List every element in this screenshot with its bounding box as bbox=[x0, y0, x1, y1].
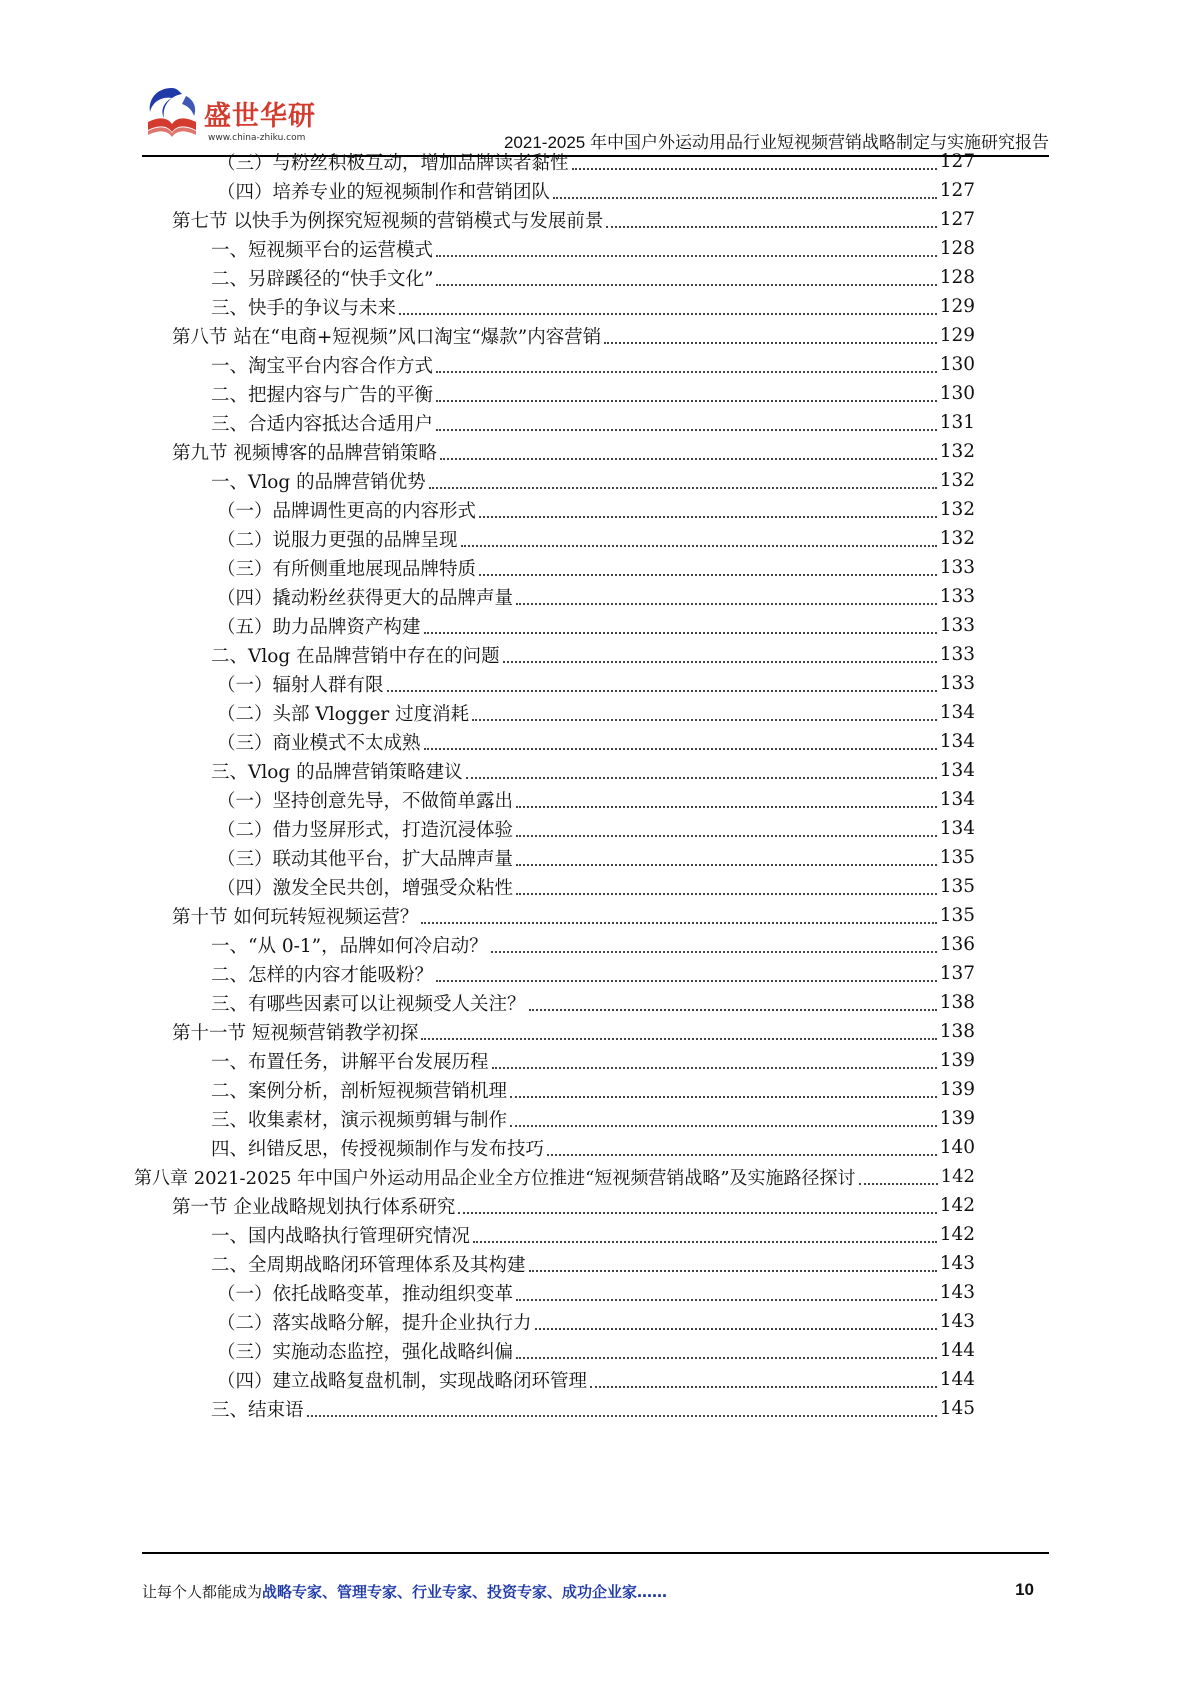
toc-entry-title: 二、把握内容与广告的平衡 bbox=[211, 384, 434, 406]
toc-entry[interactable] bbox=[211, 958, 975, 989]
toc-dot-leader bbox=[429, 486, 937, 489]
toc-page-number: 132 bbox=[939, 499, 975, 520]
toc-entry[interactable] bbox=[217, 784, 975, 815]
toc-entry[interactable] bbox=[211, 1248, 975, 1279]
toc-entry[interactable] bbox=[211, 929, 975, 960]
toc-page-number: 136 bbox=[939, 934, 975, 955]
toc-entry[interactable] bbox=[172, 900, 975, 931]
toc-entry[interactable] bbox=[217, 581, 975, 612]
toc-dot-leader bbox=[553, 196, 937, 199]
toc-dot-leader bbox=[436, 283, 936, 286]
toc-page-number: 133 bbox=[939, 586, 975, 607]
toc-page-number: 132 bbox=[939, 470, 975, 491]
toc-dot-leader bbox=[535, 1327, 937, 1330]
toc-entry-title: 三、结束语 bbox=[211, 1399, 304, 1421]
toc-entry[interactable] bbox=[211, 639, 975, 670]
toc-entry-title: （三）商业模式不太成熟 bbox=[217, 732, 421, 754]
toc-entry[interactable] bbox=[217, 146, 975, 177]
company-logo bbox=[142, 82, 322, 152]
toc-dot-leader bbox=[473, 1240, 937, 1243]
toc-entry-title: （一）依托战略变革，推动组织变革 bbox=[217, 1283, 514, 1305]
toc-entry-title: 二、Vlog 在品牌营销中存在的问题 bbox=[211, 645, 500, 667]
toc-entry-title: 一、布置任务，讲解平台发展历程 bbox=[211, 1051, 489, 1073]
toc-entry[interactable] bbox=[211, 465, 975, 496]
toc-entry[interactable] bbox=[217, 726, 975, 757]
toc-page-number: 129 bbox=[939, 296, 975, 317]
toc-entry-title: 二、另辟蹊径的“快手文化” bbox=[211, 268, 434, 290]
toc-dot-leader bbox=[472, 718, 937, 721]
toc-entry[interactable] bbox=[172, 436, 975, 467]
logo-name: 盛世华研 bbox=[204, 101, 316, 132]
toc-entry-title: 一、Vlog 的品牌营销优势 bbox=[211, 471, 426, 493]
toc-dot-leader bbox=[436, 399, 937, 402]
toc-entry-title: 四、纠错反思，传授视频制作与发布技巧 bbox=[211, 1138, 545, 1160]
toc-entry-title: （四）激发全民共创，增强受众粘性 bbox=[217, 877, 514, 899]
toc-entry[interactable] bbox=[211, 233, 975, 264]
toc-entry[interactable] bbox=[211, 1393, 975, 1424]
logo-book-icon bbox=[142, 82, 202, 144]
toc-entry[interactable] bbox=[217, 871, 975, 902]
toc-entry-title: （一）坚持创意先导，不做简单露出 bbox=[217, 790, 514, 812]
toc-entry-title: 三、收集素材，演示视频剪辑与制作 bbox=[211, 1109, 508, 1131]
toc-entry-title: 一、短视频平台的运营模式 bbox=[211, 239, 434, 261]
toc-page-number: 134 bbox=[939, 731, 975, 752]
toc-page-number: 138 bbox=[939, 992, 975, 1013]
toc-page-number: 133 bbox=[939, 615, 975, 636]
toc-dot-leader bbox=[529, 1008, 937, 1011]
toc-page-number: 132 bbox=[939, 441, 975, 462]
toc-entry-title: 二、全周期战略闭环管理体系及其构建 bbox=[211, 1254, 526, 1276]
toc-page-number: 134 bbox=[939, 818, 975, 839]
toc-dot-leader bbox=[547, 1153, 937, 1156]
toc-entry-title: 三、Vlog 的品牌营销策略建议 bbox=[211, 761, 463, 783]
slogan-emphasis: 战略专家、管理专家、行业专家、投资专家、成功企业家…… bbox=[262, 1583, 668, 1601]
toc-dot-leader bbox=[516, 863, 937, 866]
toc-page-number: 135 bbox=[939, 876, 975, 897]
toc-entry-title: （三）实施动态监控，强化战略纠偏 bbox=[217, 1341, 514, 1363]
toc-entry-title: （五）助力品牌资产构建 bbox=[217, 616, 421, 638]
toc-entry[interactable] bbox=[217, 523, 975, 554]
toc-dot-leader bbox=[307, 1414, 937, 1417]
toc-dot-leader bbox=[436, 370, 937, 373]
toc-page-number: 135 bbox=[939, 905, 975, 926]
toc-page-number: 133 bbox=[939, 673, 975, 694]
toc-entry-title: 第一节 企业战略规划执行体系研究 bbox=[172, 1196, 456, 1218]
toc-entry[interactable] bbox=[217, 175, 975, 206]
toc-entry-title: 一、国内战略执行管理研究情况 bbox=[211, 1225, 471, 1247]
toc-entry-title: （四）撬动粉丝获得更大的品牌声量 bbox=[217, 587, 514, 609]
toc-entry-title: 第八章 2021-2025 年中国户外运动用品企业全方位推进“短视频营销战略”及实施路径探讨 bbox=[134, 1167, 856, 1189]
toc-page-number: 142 bbox=[939, 1224, 975, 1245]
toc-entry[interactable] bbox=[134, 1161, 975, 1192]
toc-entry[interactable] bbox=[211, 987, 975, 1018]
toc-entry-title: 二、怎样的内容才能吸粉？ bbox=[211, 964, 434, 986]
toc-page-number: 142 bbox=[940, 1166, 975, 1187]
toc-dot-leader bbox=[529, 1269, 937, 1272]
toc-page-number: 139 bbox=[939, 1108, 975, 1129]
toc-dot-leader bbox=[387, 689, 937, 692]
toc-page-number: 127 bbox=[939, 180, 975, 201]
toc-dot-leader bbox=[424, 631, 937, 634]
toc-entry[interactable] bbox=[211, 349, 975, 380]
toc-page-number: 140 bbox=[939, 1137, 975, 1158]
toc-page-number: 143 bbox=[939, 1253, 975, 1274]
toc-dot-leader bbox=[492, 1066, 937, 1069]
toc-page-number: 132 bbox=[939, 528, 975, 549]
toc-dot-leader bbox=[590, 1385, 937, 1388]
footer-slogan bbox=[142, 1581, 667, 1602]
toc-entry-title: 一、“从 0-1”，品牌如何冷启动？ bbox=[211, 935, 488, 957]
toc-dot-leader bbox=[503, 660, 937, 663]
toc-page-number: 127 bbox=[939, 151, 975, 172]
toc-dot-leader bbox=[424, 747, 937, 750]
toc-dot-leader bbox=[510, 1095, 937, 1098]
toc-entry[interactable] bbox=[211, 1132, 975, 1163]
toc-entry[interactable] bbox=[217, 610, 975, 641]
toc-entry[interactable] bbox=[211, 755, 975, 786]
toc-entry[interactable] bbox=[211, 1103, 975, 1134]
toc-page-number: 134 bbox=[939, 760, 975, 781]
toc-page-number: 142 bbox=[939, 1195, 975, 1216]
toc-entry[interactable] bbox=[172, 204, 975, 235]
toc-dot-leader bbox=[440, 457, 937, 460]
toc-entry-title: 三、合适内容抵达合适用户 bbox=[211, 413, 434, 435]
toc-entry[interactable] bbox=[211, 262, 975, 293]
toc-page-number: 144 bbox=[939, 1369, 975, 1390]
toc-entry-title: （二）说服力更强的品牌呈现 bbox=[217, 529, 458, 551]
toc-dot-leader bbox=[516, 805, 937, 808]
toc-entry-title: 三、快手的争议与未来 bbox=[211, 297, 397, 319]
toc-entry-title: （二）借力竖屏形式，打造沉浸体验 bbox=[217, 819, 514, 841]
toc-dot-leader bbox=[479, 515, 937, 518]
toc-dot-leader bbox=[606, 225, 936, 228]
toc-entry-title: 第十一节 短视频营销教学初探 bbox=[172, 1022, 419, 1044]
toc-entry-title: 第九节 视频博客的品牌营销策略 bbox=[172, 442, 437, 464]
toc-page-number: 145 bbox=[939, 1398, 975, 1419]
toc-page-number: 128 bbox=[939, 238, 975, 259]
page-header bbox=[0, 0, 1191, 160]
toc-page-number: 133 bbox=[939, 557, 975, 578]
toc-page-number: 143 bbox=[939, 1282, 975, 1303]
toc-dot-leader bbox=[466, 776, 937, 779]
toc-dot-leader bbox=[516, 834, 937, 837]
toc-entry-title: 一、淘宝平台内容合作方式 bbox=[211, 355, 434, 377]
toc-page-number: 133 bbox=[939, 644, 975, 665]
toc-dot-leader bbox=[436, 979, 937, 982]
toc-entry[interactable] bbox=[217, 1306, 975, 1337]
toc-page-number: 137 bbox=[939, 963, 975, 984]
toc-entry-title: （三）与粉丝积极互动，增加品牌读者黏性 bbox=[217, 152, 569, 174]
toc-entry-title: （二）落实战略分解，提升企业执行力 bbox=[217, 1312, 532, 1334]
toc-page-number: 130 bbox=[939, 354, 975, 375]
toc-entry[interactable] bbox=[217, 494, 975, 525]
toc-entry[interactable] bbox=[217, 813, 975, 844]
toc-entry-title: （二）头部 Vlogger 过度消耗 bbox=[217, 703, 470, 725]
report-title: 2021-2025 年中国户外运动用品行业短视频营销战略制定与实施研究报告 bbox=[503, 133, 1049, 152]
toc-page-number: 144 bbox=[939, 1340, 975, 1361]
toc-page-number: 139 bbox=[939, 1079, 975, 1100]
toc-dot-leader bbox=[458, 1211, 936, 1214]
toc-entry[interactable] bbox=[172, 320, 975, 351]
toc-page-number: 138 bbox=[939, 1021, 975, 1042]
toc-entry[interactable] bbox=[211, 1045, 975, 1076]
toc-entry[interactable] bbox=[217, 697, 975, 728]
toc-dot-leader bbox=[491, 950, 937, 953]
toc-dot-leader bbox=[461, 544, 937, 547]
toc-entry[interactable] bbox=[217, 1335, 975, 1366]
toc-dot-leader bbox=[859, 1182, 938, 1185]
logo-url: www.china-zhiku.com bbox=[208, 133, 306, 143]
toc-dot-leader bbox=[479, 573, 937, 576]
toc-page-number: 135 bbox=[939, 847, 975, 868]
toc-entry[interactable] bbox=[172, 1016, 975, 1047]
toc-entry[interactable] bbox=[211, 1074, 975, 1105]
toc-dot-leader bbox=[421, 1037, 936, 1040]
toc-page-number: 131 bbox=[939, 412, 975, 433]
toc-entry-title: 二、案例分析，剖析短视频营销机理 bbox=[211, 1080, 508, 1102]
slogan-prefix: 让每个人都能成为 bbox=[142, 1583, 263, 1601]
toc-dot-leader bbox=[421, 921, 936, 924]
footer-divider bbox=[142, 1552, 1049, 1554]
toc-entry-title: （一）品牌调性更高的内容形式 bbox=[217, 500, 477, 522]
toc-entry-title: 第八节 站在“电商+短视频”风口淘宝“爆款”内容营销 bbox=[172, 326, 602, 348]
page-number: 10 bbox=[1015, 1580, 1034, 1599]
toc-entry[interactable] bbox=[217, 552, 975, 583]
toc-page-number: 130 bbox=[939, 383, 975, 404]
toc-dot-leader bbox=[510, 1124, 937, 1127]
toc-dot-leader bbox=[516, 602, 937, 605]
toc-entry-title: 第十节 如何玩转短视频运营？ bbox=[172, 906, 419, 928]
toc-entry-title: （一）辐射人群有限 bbox=[217, 674, 384, 696]
toc-page-number: 134 bbox=[939, 789, 975, 810]
toc-entry[interactable] bbox=[211, 378, 975, 409]
toc-entry-title: （四）培养专业的短视频制作和营销团队 bbox=[217, 181, 551, 203]
toc-entry[interactable] bbox=[217, 1364, 975, 1395]
toc-entry[interactable] bbox=[172, 1190, 975, 1221]
toc-page-number: 127 bbox=[939, 209, 975, 230]
toc-entry-title: （三）联动其他平台，扩大品牌声量 bbox=[217, 848, 514, 870]
toc-entry[interactable] bbox=[211, 1219, 975, 1250]
toc-page-number: 143 bbox=[939, 1311, 975, 1332]
toc-dot-leader bbox=[516, 892, 937, 895]
toc-page-number: 139 bbox=[939, 1050, 975, 1071]
toc-page-number: 129 bbox=[939, 325, 975, 346]
toc-entry[interactable] bbox=[217, 668, 975, 699]
toc-entry[interactable] bbox=[211, 291, 975, 322]
toc-dot-leader bbox=[572, 167, 937, 170]
toc-dot-leader bbox=[516, 1356, 937, 1359]
toc-dot-leader bbox=[604, 341, 936, 344]
toc-page-number: 134 bbox=[939, 702, 975, 723]
toc-entry-title: 三、有哪些因素可以让视频受人关注？ bbox=[211, 993, 526, 1015]
toc-entry-title: （三）有所侧重地展现品牌特质 bbox=[217, 558, 477, 580]
toc-dot-leader bbox=[516, 1298, 937, 1301]
toc-dot-leader bbox=[399, 312, 937, 315]
toc-entry-title: 第七节 以快手为例探究短视频的营销模式与发展前景 bbox=[172, 210, 604, 232]
toc-entry[interactable] bbox=[217, 1277, 975, 1308]
toc-page-number: 128 bbox=[939, 267, 975, 288]
toc-entry[interactable] bbox=[211, 407, 975, 438]
toc-entry[interactable] bbox=[217, 842, 975, 873]
toc-dot-leader bbox=[436, 254, 937, 257]
toc-dot-leader bbox=[436, 428, 937, 431]
toc-entry-title: （四）建立战略复盘机制，实现战略闭环管理 bbox=[217, 1370, 588, 1392]
